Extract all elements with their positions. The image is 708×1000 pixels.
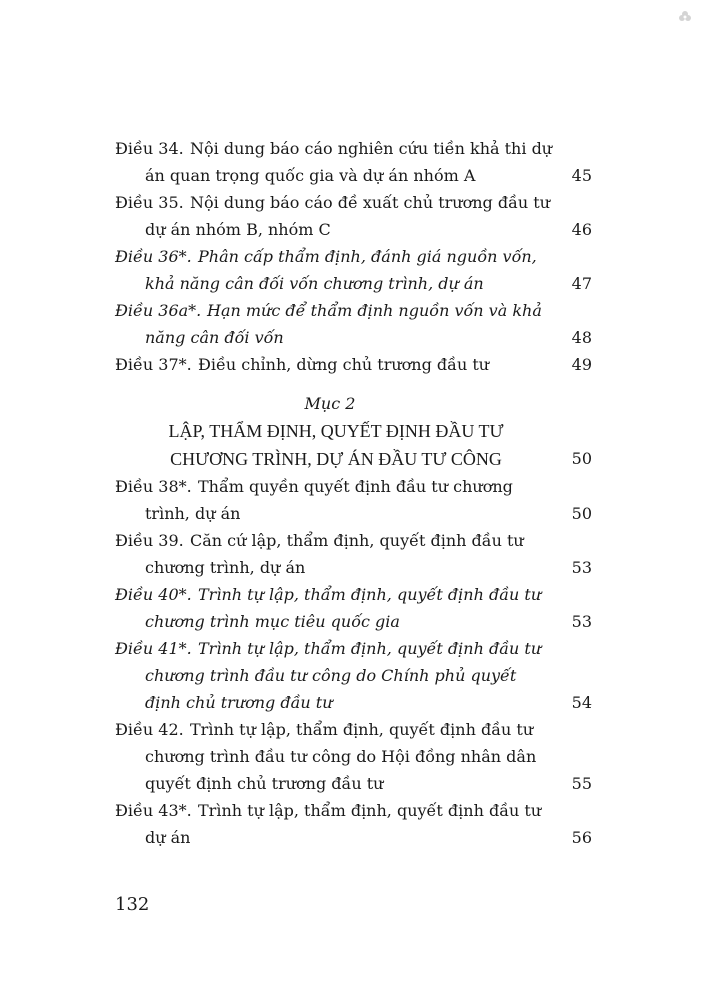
section-title-line [0, 446, 708, 472]
article-title: trình, dự án [145, 504, 241, 523]
toc-entry-line [0, 190, 708, 216]
page-ref: 50 [571, 504, 592, 523]
page-ref: 47 [571, 274, 592, 293]
article-label: Điều 42. [115, 720, 184, 739]
article-title: Trình tự lập, thẩm định, quyết định đầu tư [198, 585, 542, 604]
article-title: khả năng cân đối vốn chương trình, dự án [145, 274, 484, 293]
toc-entry-line [0, 271, 708, 297]
toc-entry-line [0, 609, 708, 635]
article-label: Điều 39. [115, 531, 184, 550]
page-ref: 46 [571, 220, 592, 239]
article-title: Điều chỉnh, dừng chủ trương đầu tư [198, 355, 490, 374]
page-ref: 48 [571, 328, 592, 347]
page-ref: 50 [571, 449, 592, 468]
article-label: Điều 43*. [115, 801, 192, 820]
page-ref: 49 [571, 355, 592, 374]
toc-entry-line [0, 636, 708, 662]
toc-entry-line [0, 582, 708, 608]
page-ref: 45 [571, 166, 592, 185]
toc-entry-line [0, 474, 708, 500]
page-ref: 56 [571, 828, 592, 847]
article-label: Điều 35. [115, 193, 184, 212]
article-title: dự án nhóm B, nhóm C [145, 220, 331, 239]
toc-entry-line [0, 217, 708, 243]
section-title: LẬP, THẨM ĐỊNH, QUYẾT ĐỊNH ĐẦU TƯ [168, 421, 504, 441]
page-ref: 53 [571, 612, 592, 631]
toc-entry-line [0, 744, 708, 770]
toc-entry-line [0, 771, 708, 797]
toc-entry-line [0, 298, 708, 324]
article-label: Điều 34. [115, 139, 184, 158]
article-title: chương trình đầu tư công do Chính phủ quyết [145, 666, 517, 685]
toc-entry-line [0, 352, 708, 378]
article-label: Điều 41*. [115, 639, 192, 658]
toc-entry-line [0, 501, 708, 527]
toc-entry-line [0, 136, 708, 162]
toc-entry-line [0, 244, 708, 270]
article-title: dự án [145, 828, 191, 847]
article-title: quyết định chủ trương đầu tư [145, 774, 384, 793]
page-ref: 54 [571, 693, 592, 712]
article-title: Thẩm quyền quyết định đầu tư chương [198, 477, 513, 496]
article-title: chương trình mục tiêu quốc gia [145, 612, 400, 631]
toc-entry-line [0, 798, 708, 824]
article-label: Điều 36a*. [115, 301, 202, 320]
article-title: chương trình đầu tư công do Hội đồng nhân dân [145, 747, 537, 766]
article-label: Điều 37*. [115, 355, 192, 374]
article-title: Nội dung báo cáo nghiên cứu tiền khả thi dự [190, 139, 553, 158]
article-label: Điều 36*. [115, 247, 192, 266]
toc-entry-line [0, 690, 708, 716]
clover-icon [678, 10, 692, 24]
article-title: Hạn mức để thẩm định nguồn vốn và khả [207, 301, 542, 320]
article-title: năng cân đối vốn [145, 328, 284, 347]
article-title: Trình tự lập, thẩm định, quyết định đầu tư [198, 639, 542, 658]
section-title-line [0, 418, 708, 444]
article-title: định chủ trương đầu tư [145, 693, 333, 712]
article-title: án quan trọng quốc gia và dự án nhóm A [145, 166, 476, 185]
article-title: Trình tự lập, thẩm định, quyết định đầu tư [198, 801, 542, 820]
toc-entry-line [0, 555, 708, 581]
article-title: chương trình, dự án [145, 558, 306, 577]
article-label: Điều 40*. [115, 585, 192, 604]
article-title: Nội dung báo cáo đề xuất chủ trương đầu tư [190, 193, 551, 212]
toc-entry-line [0, 325, 708, 351]
article-label: Điều 38*. [115, 477, 192, 496]
section-title: CHƯƠNG TRÌNH, DỰ ÁN ĐẦU TƯ CÔNG [170, 449, 502, 469]
page-ref: 53 [571, 558, 592, 577]
toc-entry-line [0, 663, 708, 689]
article-title: Căn cứ lập, thẩm định, quyết định đầu tư [190, 531, 524, 550]
toc-entry-line [0, 717, 708, 743]
toc-entry-line [0, 825, 708, 851]
toc-entry-line [0, 163, 708, 189]
article-title: Phân cấp thẩm định, đánh giá nguồn vốn, [198, 247, 537, 266]
page-number: 132 [115, 894, 150, 915]
toc-entry-line [0, 528, 708, 554]
page-ref: 55 [571, 774, 592, 793]
section-label: Mục 2 [304, 394, 356, 413]
article-title: Trình tự lập, thẩm định, quyết định đầu tư [190, 720, 534, 739]
